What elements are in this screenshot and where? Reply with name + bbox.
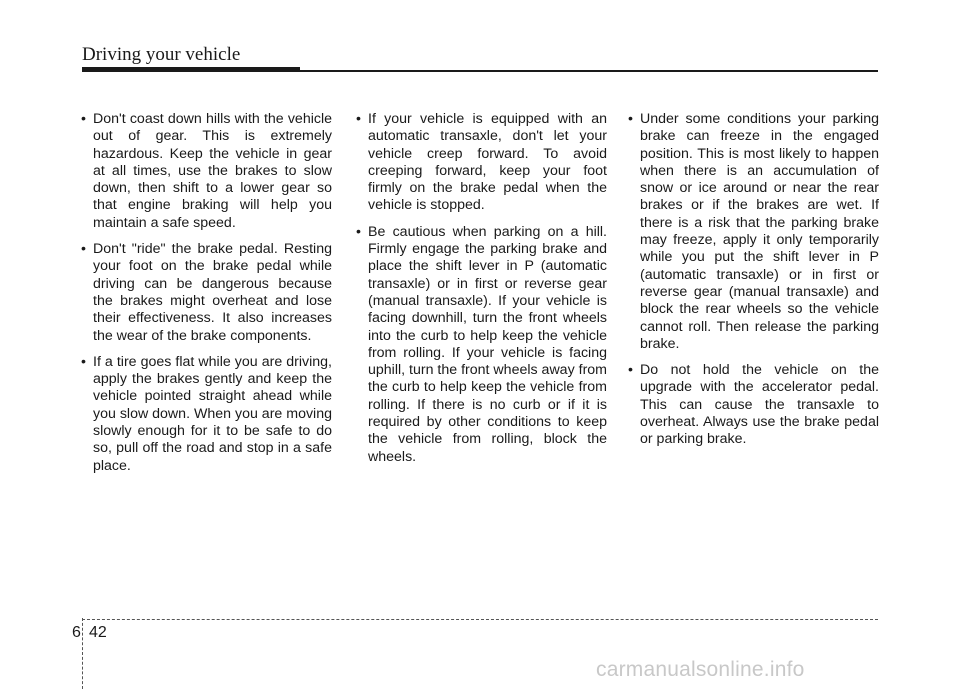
chapter-number: 6 [72, 624, 81, 641]
text-column-3 [627, 111, 879, 458]
page-number: 42 [89, 624, 107, 641]
text-column-2 [355, 111, 607, 475]
list-item: • Don't coast down hills with the vehicle out of gear. This is extremely hazardous. Keep the vehicle in gear at all times, use the brakes to slow down, then shift to a lower gear so that engine braking will help you maintain a safe speed. [80, 111, 332, 232]
bullet-list [80, 111, 332, 475]
bullet-list [627, 111, 879, 449]
bullet-list [355, 111, 607, 466]
page-title: Driving your vehicle [82, 44, 241, 65]
footer-divider-vertical [82, 618, 83, 689]
list-item: • Be cautious when parking on a hill. Firmly engage the parking brake and place the shift lever in P (automatic transaxle) or in first or reverse gear (manual transaxle). If your vehicle is facing downhill, turn the front wheels into the curb to help keep the vehicle from rolling. If your vehicle is facing uphill, turn the front wheels away from the curb to help keep the vehicle from rolling. If there is no curb or if it is required by other conditions to keep the vehicle from rolling, block the wheels. [355, 224, 607, 466]
text-column-1 [80, 111, 332, 484]
list-item: • Under some conditions your parking brake can freeze in the engaged position. This is most likely to happen when there is an accumulation of snow or ice around or near the rear brakes or if the brakes are wet. If there is a risk that the parking brake may freeze, apply it only temporarily while you put the shift lever in P (automatic transaxle) or in first or reverse gear (manual transaxle) and block the rear wheels so the vehicle cannot roll. Then release the parking brake. [627, 111, 879, 353]
header-rule-thick [82, 67, 300, 72]
header-rule-thin [300, 70, 878, 72]
watermark: carmanualsonline.info [596, 658, 805, 681]
list-item: • Do not hold the vehicle on the upgrade with the accelerator pedal. This can cause the transaxle to overheat. Always use the brake pedal or parking brake. [627, 362, 879, 448]
list-item: • Don't "ride" the brake pedal. Resting your foot on the brake pedal while driving can be dangerous because the brakes might overheat and lose their effectiveness. It also increases the wear of the brake components. [80, 241, 332, 345]
list-item: • If a tire goes flat while you are driving, apply the brakes gently and keep the vehicle pointed straight ahead while you slow down. When you are moving slowly enough for it to be safe to do so, pull off the road and stop in a safe place. [80, 354, 332, 475]
footer-divider-horizontal [82, 619, 878, 620]
list-item: • If your vehicle is equipped with an automatic transaxle, don't let your vehicle creep forward. To avoid creeping forward, keep your foot firmly on the brake pedal when the vehicle is stopped. [355, 111, 607, 215]
